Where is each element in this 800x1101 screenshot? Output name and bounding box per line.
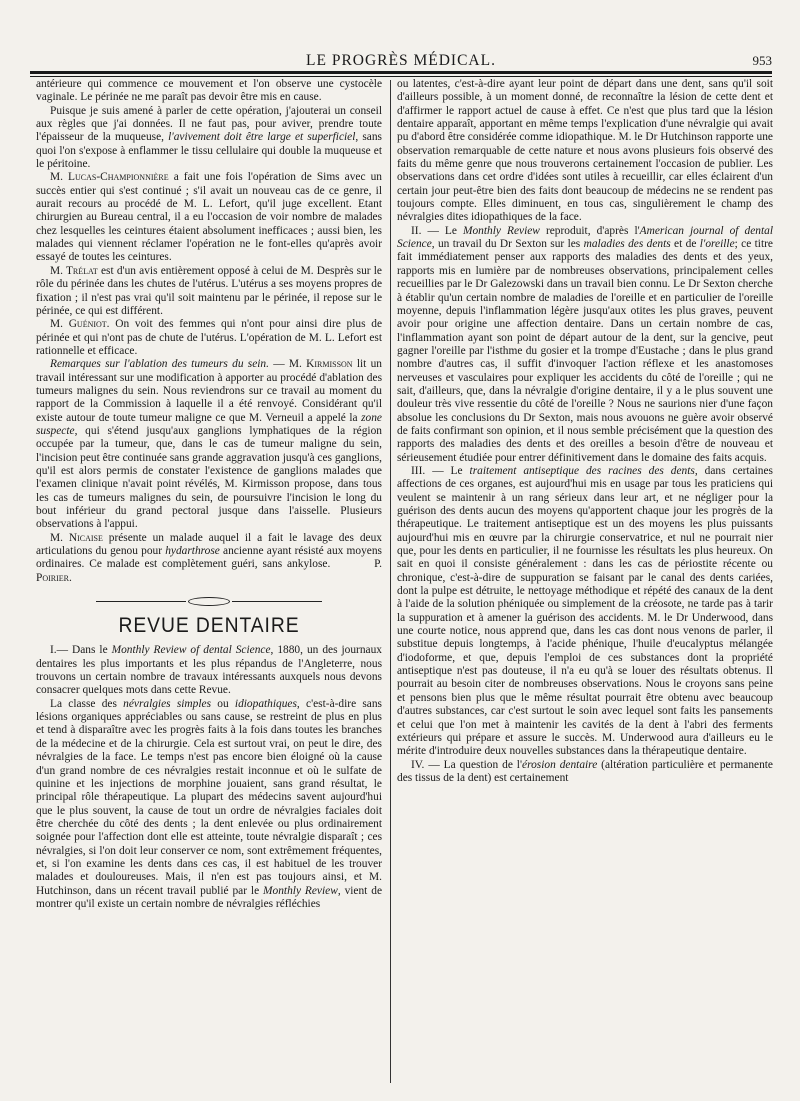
paragraph: IV. — La question de l'érosion dentaire (altération particulière et permanente des tissus de la dent) est certainement (397, 758, 773, 784)
paragraph: M. Trélat est d'un avis entièrement opposé à celui de M. Desprès sur le rôle du périnée dans les chutes de l'utérus. L'utérus a ses moyens propres de fixation ; il n'est pas vrai qu'il soit maintenu par le périnée, il repose sur le périnée, ce qui est différent. (36, 264, 382, 317)
right-column (397, 78, 773, 1090)
ornament-divider (36, 595, 382, 608)
speaker-name: M. Guéniot. (50, 318, 110, 331)
paragraph: Puisque je suis amené à parler de cette opération, j'ajouterai un conseil aux règles que j'ai données. Il ne faut pas, pour aviver, prendre toute l'épaisseur de la muqueuse, l'avivement doit être large et superficiel, sans quoi l'on s'expose à enflammer le tissu cellulaire qui double la muqueuse et le péritoine. (36, 104, 382, 171)
header-rule-thin (30, 76, 772, 77)
paragraph: M. Guéniot. On voit des femmes qui n'ont pour ainsi dire plus de périnée et qui n'ont pas de chute de l'utérus. L'opération de M. L. Lefort est rationnelle et efficace. (36, 318, 382, 357)
column-divider (390, 80, 391, 1083)
speaker-name: M. Trélat (50, 264, 98, 277)
page-number: 953 (752, 53, 772, 68)
running-title: LE PROGRÈS MÉDICAL. (306, 52, 496, 69)
paragraph: Remarques sur l'ablation des tumeurs du sein. — M. Kirmisson lit un travail intéressant sur une modification à apporter au procédé d'ablation des tumeurs malignes du sein. Nous reviendrons sur ce travail au moment du rapport de la Commission à laquelle il a été renvoyé. Considérant qu'il existe autour de toute tumeur maligne ce que M. Verneuil a appelé la zone suspecte, qui s'étend jusqu'aux ganglions lymphatiques de la région occupée par la tumeur, que, dans le cas de tumeur maligne du sein, l'incision peut être continuée sans grande aggravation jusqu'à ces ganglions, qu'il est alors permis de constater l'existence de ganglions malades que l'examen clinique n'avait point révélés, M. Kirmisson propose, dans tous les cas de tumeurs malignes du sein, de poursuivre l'incision le long du bout inférieur du grand pectoral jusque dans l'aisselle. Plusieurs observations à l'appui. (36, 358, 382, 531)
page-header (30, 48, 772, 70)
speaker-name: M. Lucas-Championnière (50, 171, 169, 184)
paragraph: I.— Dans le Monthly Review of dental Science, 1880, un des journaux dentaires les plus importants et les plus répandus de l'Angleterre, nous trouvons un certain nombre de travaux intéressants auxquels nous devons consacrer quelques mots dans cette Revue. (36, 644, 382, 697)
signature: P. Poirier. (36, 558, 382, 584)
paragraph: La classe des névralgies simples ou idiopathiques, c'est-à-dire sans lésions organiques appréciables ou sans cause, se restreint de plus en plus et tend à disparaître avec les progrès faits à la fois dans toutes les branches de la médecine et de la chirurgie. Cela est surtout vrai, on peut le dire, des névralgies de la face. Le temps n'est pas encore bien éloigné où la cause d'un grand nombre de ces névralgies restait inconnue et où le sulfate de quinine et les injections de morphine jouaient, sans grand résultat, le principal rôle thérapeutique. La plupart des médecins savent aujourd'hui que le plus souvent, la cause de tout un ordre de névralgies faciales doit être cherchée du côté des dents ; la dent enlevée ou plus ordinairement soignée pour l'affection dont elle est atteinte, toute névralgie disparaît ; ces névralgies, si l'on doit leur conserver ce nom, sont extrêmement fréquentes, et, si l'on examine les dents dans ces cas, il est habituel de les trouver malades et douloureuses. Mais, il n'en est pas toujours ainsi, et M. Hutchinson, dans un récent travail publié par le Monthly Review, vient de montrer qu'il existe un certain nombre de névralgies réfléchies (36, 697, 382, 910)
paragraph: M. Nicaise présente un malade auquel il a fait le lavage des deux articulations du genou pour hydarthrose ancienne ayant résisté aux moyens ordinaires. Ce malade est complètement guéri, sans ankylose. P. Poirier. (36, 531, 382, 584)
paragraph: ou latentes, c'est-à-dire ayant leur point de départ dans une dent, sans qu'il soit d'ailleurs possible, à un moment donné, de reconnaître la lésion de cette dent et d'affirmer le rapport actuel de cause à effet. Ce n'est que plus tard que la lésion dentaire apparaît, apportant en même temps l'explication d'une névralgie qui avait pu d'abord être considérée comme idiopathique. M. le Dr Hutchinson rapporte une observation remarquable de cette nature et nous avons plusieurs fois observé des faits du même genre que nous trouverons certainement l'occasion de publier. Les observations dans cet ordre d'idées sont utiles à recueillir, car elles éclairent d'un certain jour peut-être bien des faits dont beaucoup de médecins ne se rendent pas toujours compte. Elles diminuent, en tous cas, singulièrement le champ des névralgies dites idiopathiques de la face. (397, 78, 773, 224)
speaker-name: Kirmisson (306, 358, 353, 371)
section-title: REVUE DENTAIRE (118, 614, 300, 638)
paragraph: M. Lucas-Championnière a fait une fois l'opération de Sims avec un succès entier qui s'est continué ; s'il avait un nouveau cas de ce genre, il aurait recours au procédé de M. L. Lefort, qu'il juge excellent. Etant chirurgien au Bureau central, il a eu l'occasion de voir nombre de malades chez lesquelles les ceintures étaient absolument inefficaces ; aussi bien, les malades qui viennent réclamer l'opération ne le font-elles qu'après avoir essayé de toutes les ceintures. (36, 171, 382, 264)
paragraph: II. — Le Monthly Review reproduit, d'après l'American journal of dental Science, un travail du Dr Sexton sur les maladies des dents et de l'oreille; ce titre fait immédiatement penser aux rapports des maladies des dents et des yeux, rapports mis en lumière par de nombreuses observations, principalement celles recueillies par le Dr Galezowski dans un travail bien connu. Le Dr Sexton cherche à établir qu'un certain nombre de maladies de l'oreille et en particulier de l'oreille moyenne, depuis l'inflammation légère jusqu'aux otites les plus graves, peuvent avoir pour origine une affection dentaire. Dans un certain nombre de cas, l'inflammation ayant son point de départ autour de la dent, sur la gencive, peut gagner l'oreille par l'isthme du gosier et la trompe d'Eustache ; dans le plus grand nombre d'autres cas, il suffit d'invoquer l'action réflexe et les anastomoses nerveuses et vasculaires pour expliquer les accidents du côté de l'oreille ; qui ne sait, d'ailleurs, que, dans la névralgie d'origine dentaire, il y a le plus souvent une douleur très vive ressentie du côté de l'oreille ? Nous ne saurions nier d'une façon absolue les conclusions du Dr Sexton, mais nous avouons ne guère avoir observé de faits confirmant son opinion, et il nous semble précisément que la question des rapports des maladies des dents et des oreilles a besoin d'être de nouveau et sérieusement étudiée pour entrer définitivement dans le domaine des faits acquis. (397, 224, 773, 464)
paragraph: antérieure qui commence ce mouvement et l'on observe une cystocèle vaginale. Le périnée ne me paraît pas devoir être mis en cause. (36, 78, 382, 104)
header-rule-thick (30, 71, 772, 74)
speaker-name: M. Nicaise (50, 531, 103, 544)
paragraph: III. — Le traitement antiseptique des racines des dents, dans certaines affections de ces organes, est aujourd'hui mis en usage par tous les praticiens qui veulent se maintenir à un rang sérieux dans leur art, et ne négliger pour la guérison des dents aucun des moyens qu'apportent chaque jour les progrès de la thérapeutique. Le traitement antiseptique est un des moyens les plus puissants aujourd'hui mis en œuvre par la chirurgie conservatrice, et nul ne pourrait nier que, pour les dents en particulier, il ne fournisse les résultats les plus heureux. On sait en quoi il consiste généralement : dans les cas de périostite récente ou chronique, c'est-à-dire de suppuration se faisant par le canal des dents cariées, dont la pulpe est détruite, le nettoyage méthodique et répété des canaux de la dent à l'aide de la solution phéniquée ou simplement de la créosote, ne tarde pas à tarir la suppuration et à amener la guérison des accidents. M. le Dr Underwood, dans une courte notice, nous apprend que, dans les cas dont nous venons de parler, il substitue depuis longtemps, à l'acide phénique, l'huile d'eucalyptus mélangée d'iodoforme, et que, depuis l'emploi de ces substances dont la propriété antiseptique n'est pas douteuse, il n'a eu qu'à se louer des résultats obtenus. Il pourrait au besoin citer de nombreuses observations. Nous le croyons sans peine et pensons bien plus que le même résultat pourrait être obtenu avec beaucoup d'autres substances, car c'est surtout le soin avec lequel sont faits les pansements et celui que l'on met à maintenir les cavités de la dent à l'abri des ferments extérieurs qui prépare et assure le succès. M. Underwood aura d'ailleurs eu le mérite d'introduire deux nouvelles substances dans la thérapeutique dentaire. (397, 464, 773, 758)
left-column (36, 78, 382, 1090)
